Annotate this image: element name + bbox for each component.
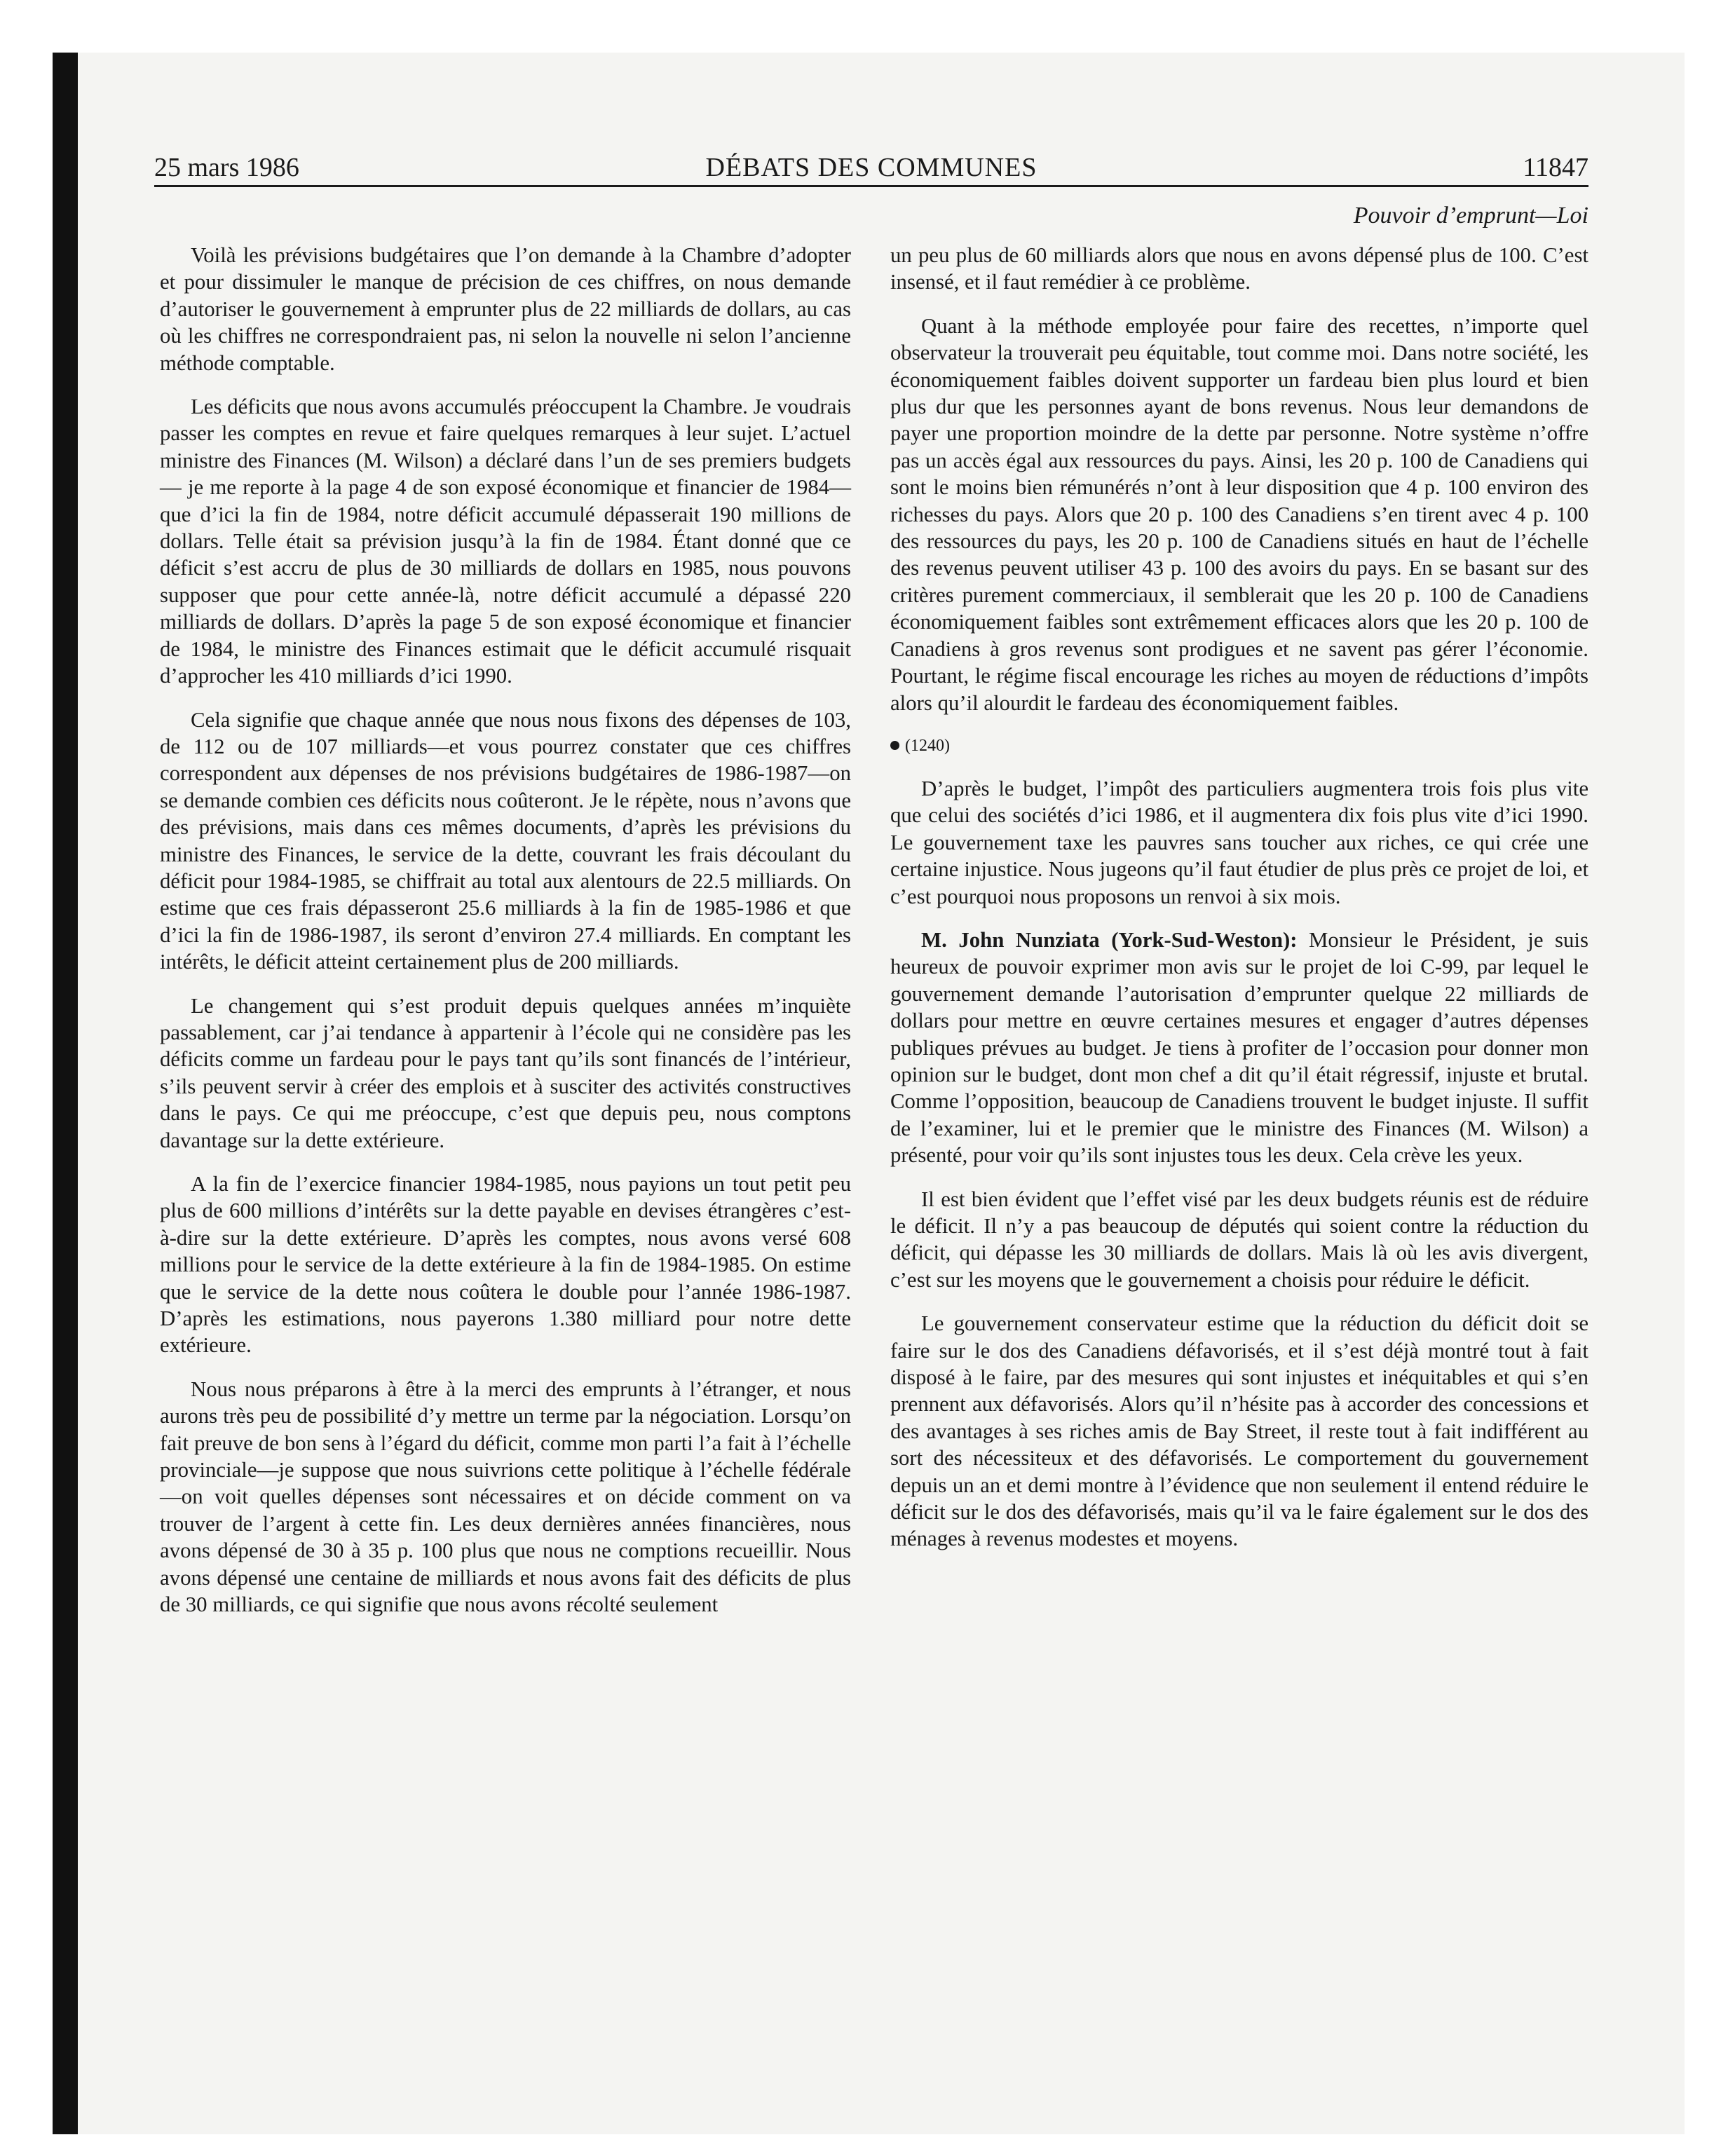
paragraph: Quant à la méthode employée pour faire des recettes, n’importe quel observateur la trouverait peu équitable, tout comme moi. Dans notre société, les économiquement faibles doivent supporter un fardeau bien plus lourd et bien plus dur que les personnes ayant de bons revenus. Nous leur demandons de payer une proportion moindre de la dette par personne. Notre système n’offre pas un accès égal aux ressources du pays. Ainsi, les 20 p. 100 de Canadiens qui sont le moins bien rémunérés n’ont à leur disposition que 4 p. 100 environ des richesses du pays. Alors que 20 p. 100 des Canadiens s’en tirent avec 4 p. 100 des ressources du pays, les 20 p. 100 de Canadiens situés en haut de l’échelle des revenus peuvent utiliser 43 p. 100 des avoirs du pays. En se basant sur des critères purement commerciaux, il semblerait que les 20 p. 100 de Canadiens économiquement faibles sont extrêmement efficaces alors que les 20 p. 100 de Canadiens à gros revenus sont prodigues et ne savent pas gérer l’économie. Pourtant, le régime fiscal encourage les riches au moyen de réductions d’impôts alors qu’il alourdit le fardeau des économiquement faibles.	[890, 313, 1588, 715]
speaker-paragraph	[890, 927, 1588, 1169]
page-header	[154, 150, 1588, 185]
paragraph: Le changement qui s’est produit depuis quelques années m’inquiète passablement, car j’ai tendance à appartenir à l’école qui ne considère pas les déficits comme un fardeau pour le pays tant qu’ils sont financés de l’intérieur, s’ils peuvent servir à créer des emplois et à susciter des activités constructives dans le pays. Ce qui me préoccupe, c’est que depuis peu, nous comptons davantage sur la dette extérieure.	[160, 993, 851, 1152]
bullet-icon	[890, 741, 899, 750]
paragraph: Nous nous préparons à être à la merci des emprunts à l’étranger, et nous aurons très peu de possibilité d’y mettre un terme par la négociation. Lorsqu’on fait preuve de bon sens à l’égard du déficit, comme mon parti l’a fait à l’échelle provinciale—je suppose que nous suivrions cette politique à l’échelle fédérale—on voit quelles dépenses sont nécessaires et on décide comment on va trouver de l’argent à cette fin. Les deux dernières années financières, nous avons dépensé de 30 à 35 p. 100 plus que nous ne comptions recueillir. Nous avons dépensé une centaine de milliards et nous avons fait des déficits de plus de 30 milliards, ce qui signifie que nous avons récolté seulement	[160, 1377, 851, 1617]
right-column	[890, 242, 1588, 1569]
page-number: 11847	[1523, 153, 1588, 182]
paragraph: Cela signifie que chaque année que nous nous fixons des dépenses de 103, de 112 ou de 107 milliards—et vous pourrez constater que ces chiffres correspondent aux dépenses de nos prévisions budgétaires de 1986-1987—on se demande combien ces déficits nous coûteront. Je le répète, nous n’avons que des prévisions, mais dans ces mêmes documents, d’après les prévisions du ministre des Finances, le service de la dette, couvrant les frais découlant du déficit pour 1984-1985, se chiffrait au total aux alentours de 22.5 milliards. On estime que ces frais dépasseront 25.6 milliards à la fin de 1985-1986 et que d’ici la fin de 1986-1987, ils seront d’environ 27.4 milliards. En comptant les intérêts, le déficit atteint certainement plus de 200 milliards.	[160, 707, 851, 974]
timestamp-marker	[890, 735, 1588, 757]
paragraph: Il est bien évident que l’effet visé par les deux budgets réunis est de réduire le déficit. Il n’y a pas beaucoup de députés qui soient contre la réduction du déficit, qui dépasse les 30 milliards de dollars. Mais là où les avis divergent, c’est sur les moyens que le gouvernement a choisis pour réduire le déficit.	[890, 1187, 1588, 1292]
paragraph: Voilà les prévisions budgétaires que l’on demande à la Chambre d’adopter et pour dissimuler le manque de précision de ces chiffres, on nous demande d’autoriser le gouvernement à emprunter plus de 22 milliards de dollars, au cas où les chiffres ne correspondraient pas, ni selon la nouvelle ni selon l’ancienne méthode comptable.	[160, 243, 851, 375]
left-column	[160, 242, 851, 1635]
paragraph: A la fin de l’exercice financier 1984-1985, nous payions un tout petit peu plus de 600 millions d’intérêts sur la dette payable en devises étrangères c’est-à-dire sur la dette extérieure. D’après les comptes, nous avons versé 608 millions pour le service de la dette extérieure à la fin de 1984-1985. On estime que le service de la dette nous coûtera le double pour l’année 1986-1987. D’après les estimations, nous payerons 1.380 milliard pour notre dette extérieure.	[160, 1172, 851, 1358]
paragraph: Les déficits que nous avons accumulés préoccupent la Chambre. Je voudrais passer les comptes en revue et faire quelques remarques à leur sujet. L’actuel ministre des Finances (M. Wilson) a déclaré dans l’un de ses premiers budgets— je me reporte à la page 4 de son exposé économique et financier de 1984—que d’ici la fin de 1984, notre déficit accumulé dépasserait 190 millions de dollars. Telle était sa prévision jusqu’à la fin de 1984. Étant donné que ce déficit s’est accru de plus de 30 milliards de dollars en 1985, nous pouvons supposer que pour cette année-là, notre déficit accumulé a dépassé 220 milliards de dollars. D’après la page 5 de son exposé économique et financier de 1984, le ministre des Finances estimait que le déficit accumulé risquait d’approcher les 410 milliards d’ici 1990.	[160, 395, 851, 688]
paragraph: D’après le budget, l’impôt des particuliers augmentera trois fois plus vite que celui des sociétés d’ici 1986, et il augmentera dix fois plus vite d’ici 1990. Le gouvernement taxe les pauvres sans toucher aux riches, ce qui crée une certaine injustice. Nous jugeons qu’il faut étudier de plus près ce projet de loi, et c’est pourquoi nous proposons un renvoi à six mois.	[890, 776, 1588, 908]
header-date: 25 mars 1986	[154, 153, 299, 182]
speaker-name: M. John Nunziata (York-Sud-Weston):	[921, 927, 1298, 952]
speech-text: Monsieur le Président, je suis heureux de pouvoir exprimer mon avis sur le projet de loi C-99, par lequel le gouvernement demande l’autorisation d’emprunter quelque 22 milliards de dollars pour mettre en œuvre certaines mesures et engager d’autres dépenses publiques prévues au budget. Je tiens à profiter de l’occasion pour donner mon opinion sur le budget, dont mon chef a dit qu’il était régressif, injuste et brutal. Comme l’opposition, beaucoup de Canadiens trouvent le budget injuste. Il suffit de l’examiner, lui et le premier que le ministre des Finances (M. Wilson) a présenté, pour voir qu’ils sont injustes tous les deux. Cela crève les yeux.	[890, 927, 1588, 1168]
header-title: DÉBATS DES COMMUNES	[705, 153, 1037, 182]
continued-paragraph: un peu plus de 60 milliards alors que nous en avons dépensé plus de 100. C’est insensé, et il faut remédier à ce problème.	[890, 243, 1588, 294]
paragraph: Le gouvernement conservateur estime que la réduction du déficit doit se faire sur le dos des Canadiens défavorisés, et il s’est déjà montré tout à fait disposé à le faire, par des mesures qui sont injustes et inéquitables et qui s’en prennent aux défavorisés. Alors qu’il n’hésite pas à accorder des concessions et des avantages à ses riches amis de Bay Street, il reste tout à fait indifférent au sort des nécessiteux et des défavorisés. Le comportement du gouvernement depuis un an et demi montre à l’évidence que non seulement il entend réduire le déficit sur le dos des défavorisés, mais qu’il va le faire également sur le dos des ménages à revenus modestes et moyens.	[890, 1311, 1588, 1551]
binding-edge	[53, 53, 78, 2134]
header-rule	[154, 185, 1588, 187]
timestamp: (1240)	[905, 736, 950, 755]
running-head: Pouvoir d’emprunt—Loi	[1353, 203, 1588, 228]
